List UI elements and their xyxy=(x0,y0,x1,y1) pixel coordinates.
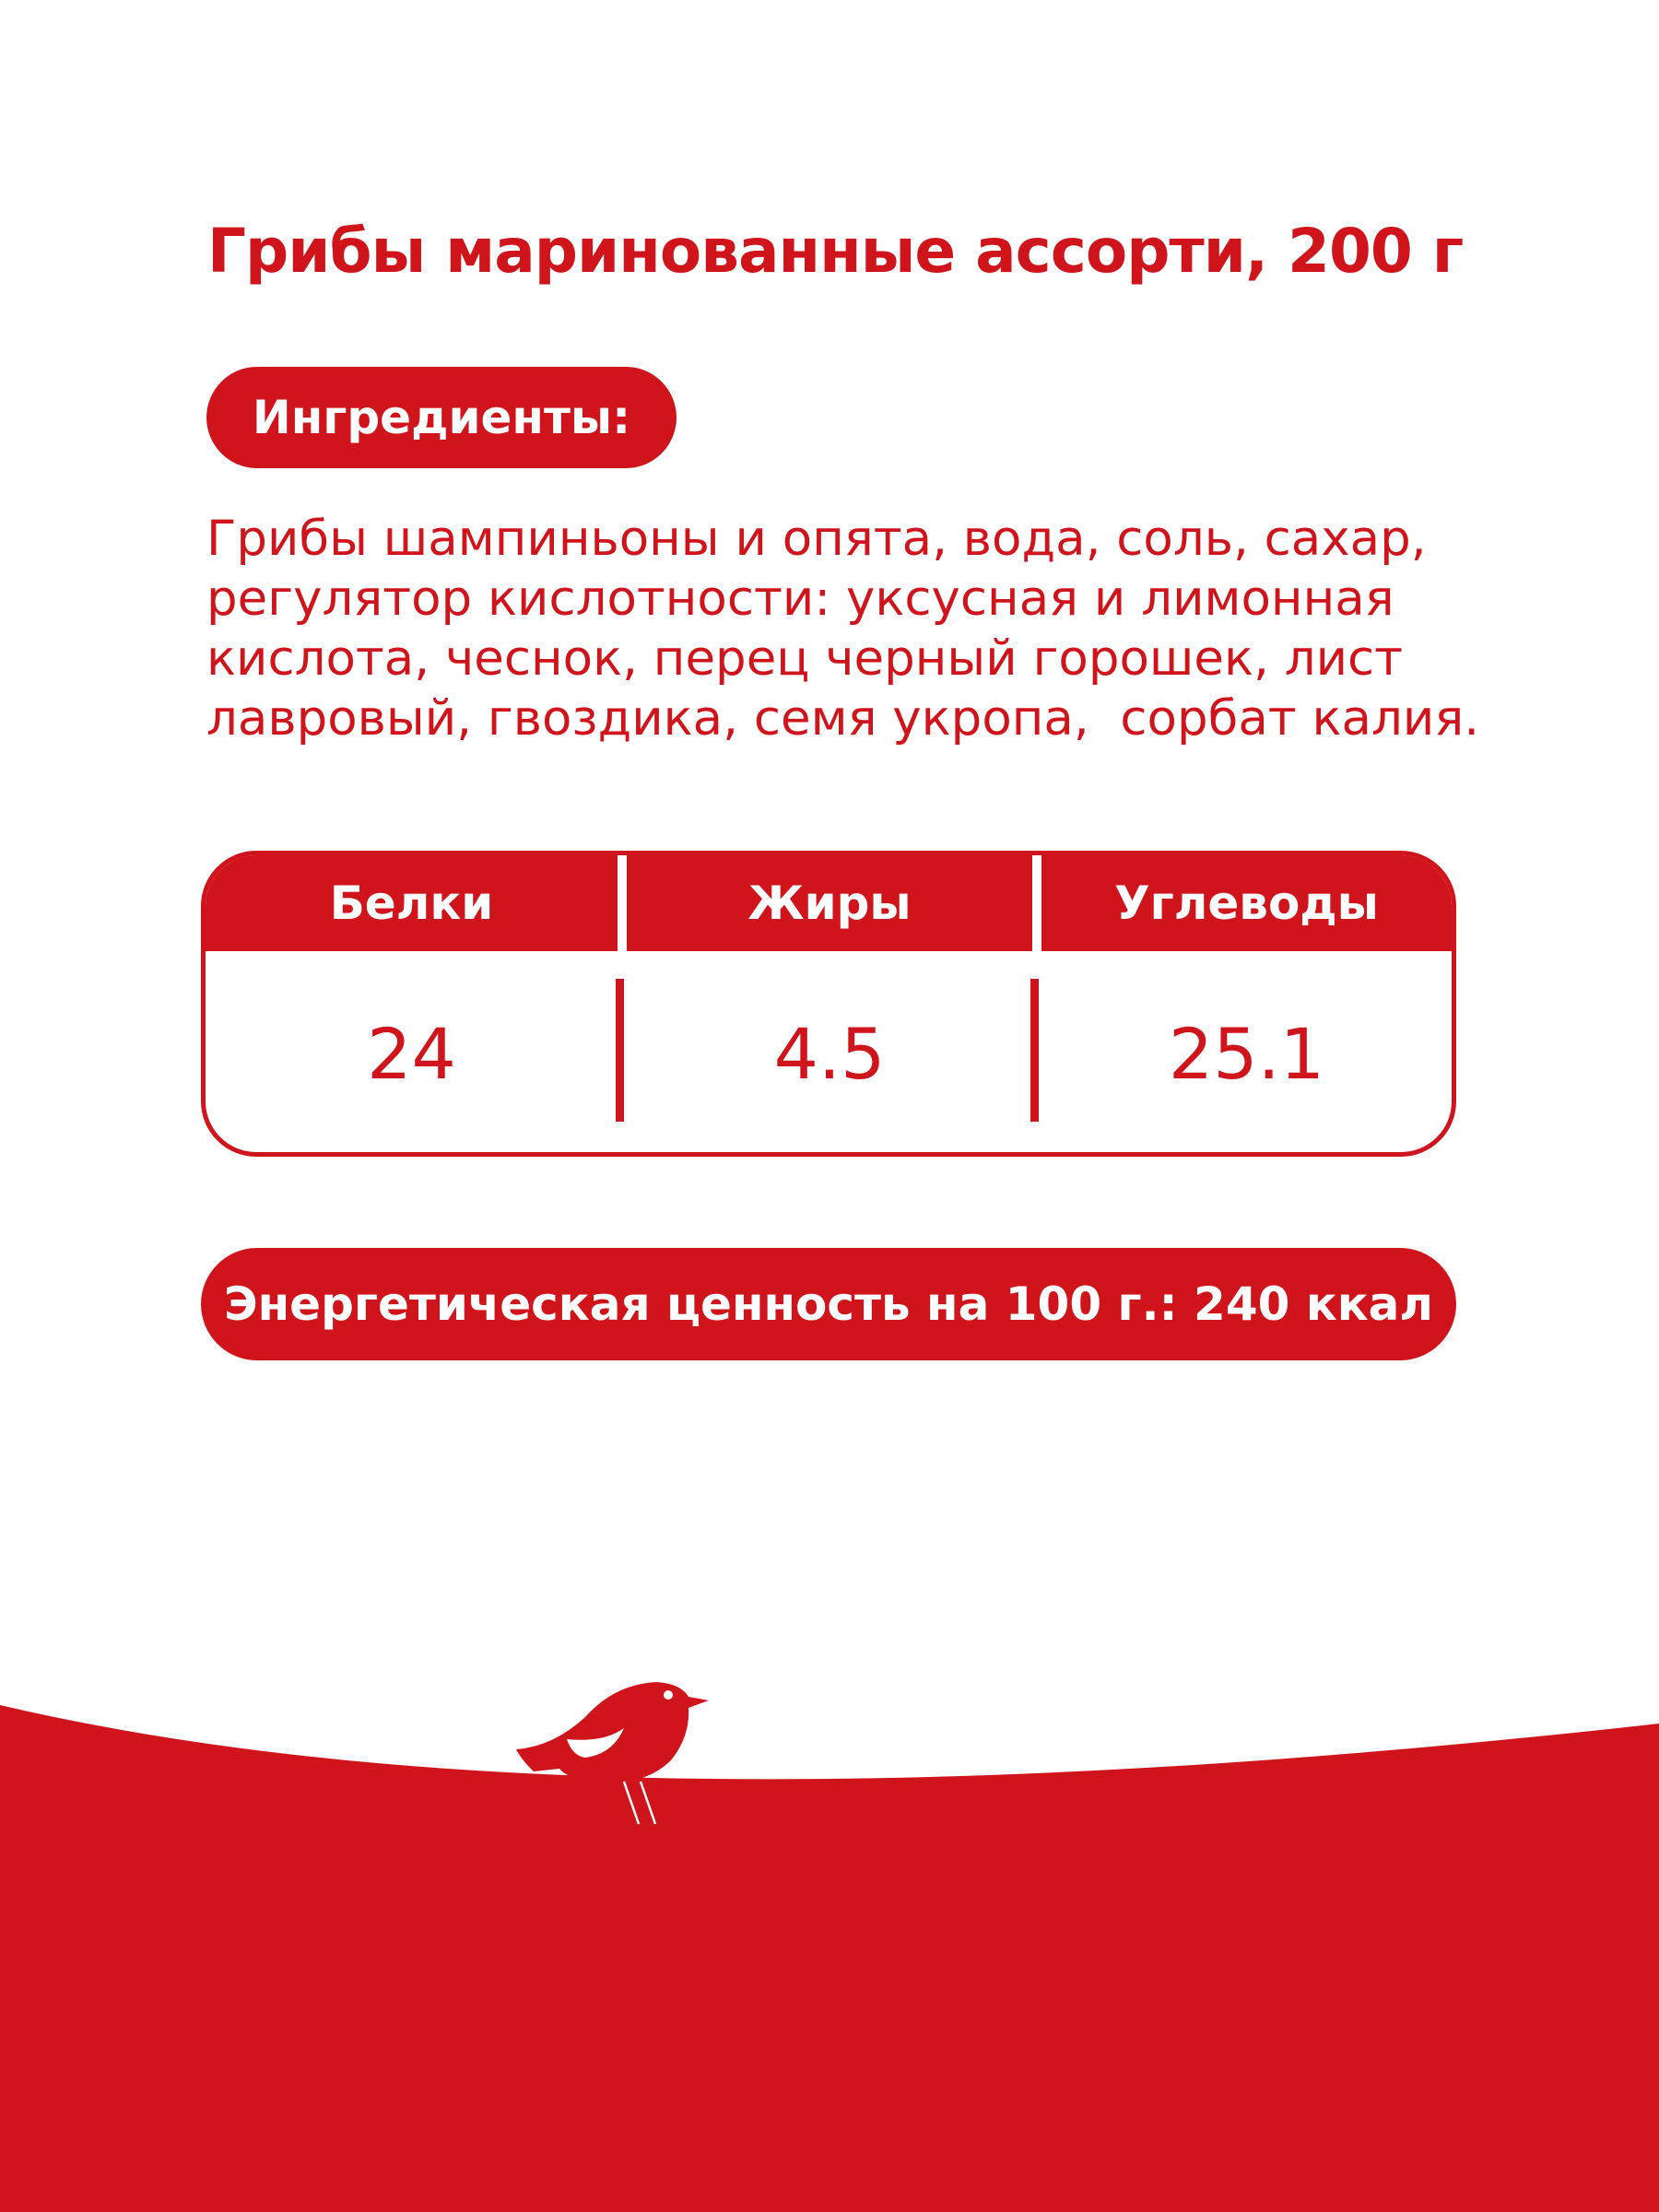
value-divider xyxy=(1030,979,1039,1122)
bird-icon xyxy=(512,1673,724,1839)
nutrition-table xyxy=(201,851,1456,1157)
header-divider xyxy=(1032,855,1041,951)
ingredients-label-badge xyxy=(206,367,677,468)
ingredients-line: Грибы шампиньоны и опята, вода, соль, сахар, xyxy=(206,511,1427,567)
energy-value-text: Энергетическая ценность на 100 г.: 240 ккал xyxy=(223,1277,1434,1331)
product-title: Грибы маринованные ассорти, 200 г xyxy=(207,216,1464,287)
fat-value: 4.5 xyxy=(773,1012,886,1095)
ingredients-text xyxy=(206,509,1497,748)
ingredients-line: кислота, чеснок, перец черный горошек, лист xyxy=(206,630,1404,687)
carbs-header: Углеводы xyxy=(1114,877,1379,930)
header-divider xyxy=(618,855,627,951)
value-divider xyxy=(616,979,624,1122)
carbs-value: 25.1 xyxy=(1168,1012,1325,1095)
ingredients-label: Ингредиенты: xyxy=(252,391,631,444)
protein-value: 24 xyxy=(367,1012,456,1095)
bottom-red-wave xyxy=(0,1705,1659,2212)
fat-header: Жиры xyxy=(747,877,912,930)
energy-value-badge xyxy=(201,1248,1456,1360)
protein-header: Белки xyxy=(329,877,494,930)
ingredients-line: лавровый, гвоздика, семя укропа, сорбат калия. xyxy=(206,690,1480,747)
ingredients-line: регулятор кислотности: уксусная и лимонная xyxy=(206,571,1394,627)
